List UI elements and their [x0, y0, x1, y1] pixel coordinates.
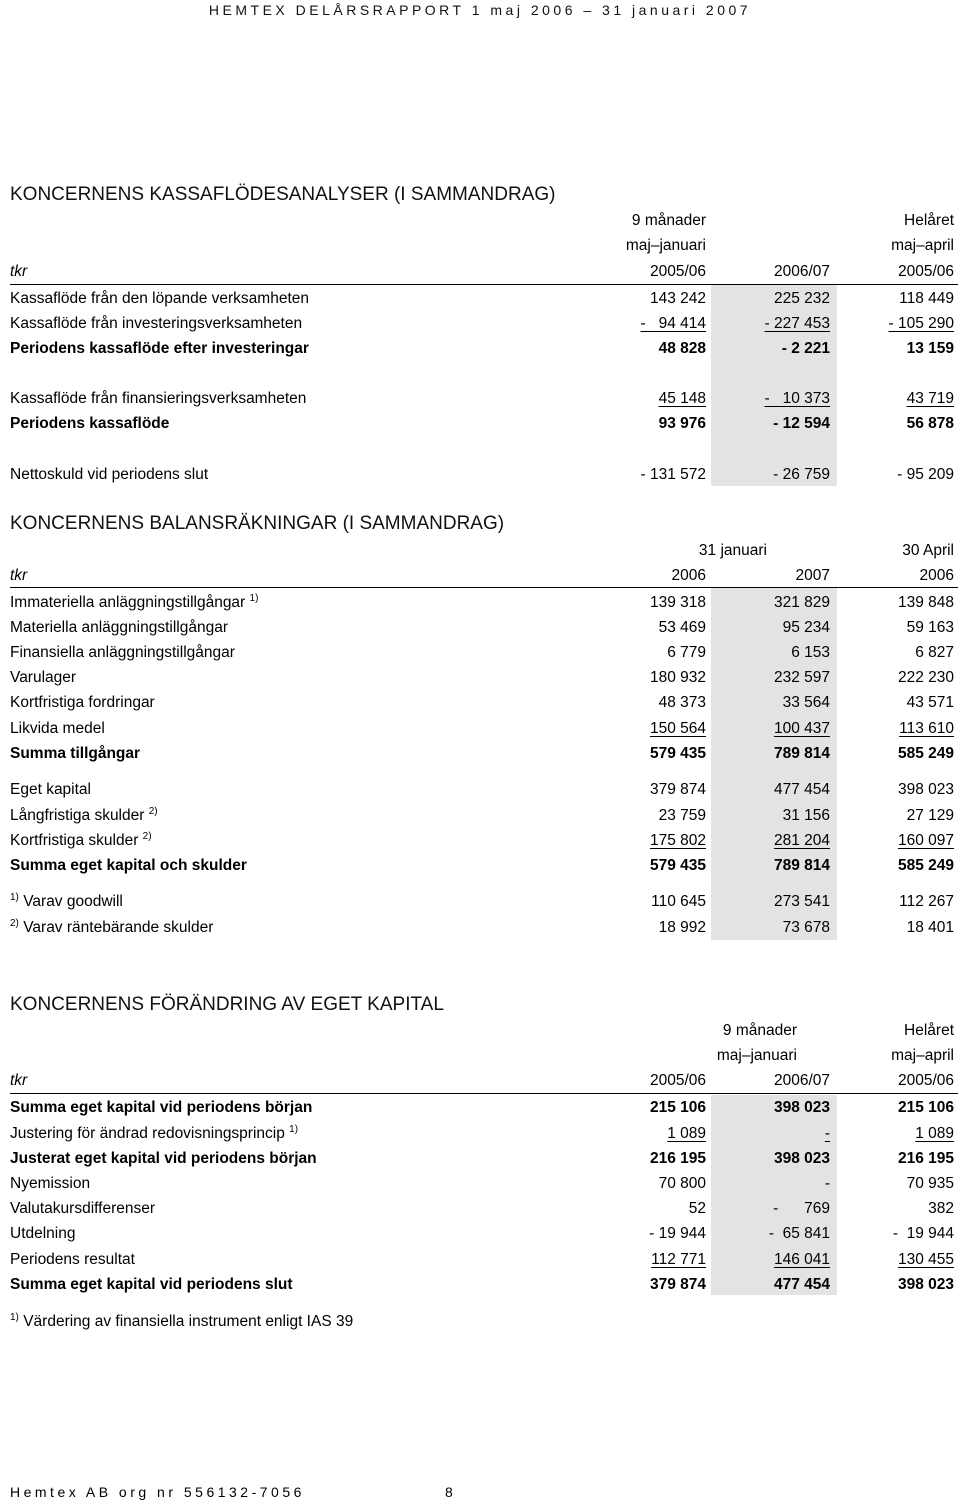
head-year-c3: 2005/06: [897, 263, 954, 280]
table-row: Justering för ändrad redovisningsprincip $^{1)}$ 1 089 - 1 089: [10, 1124, 954, 1142]
header-rule: [10, 587, 958, 588]
equity-head-months: [10, 1043, 955, 1068]
table-row: Varulager 180 932 232 597 222 230: [10, 669, 954, 686]
table-row: Utdelning - 19 944 - 65 841 - 19 944: [10, 1225, 954, 1242]
unit-label: tkr: [10, 1072, 28, 1089]
table-row: Periodens kassaflöde 93 976 - 12 594 56 878: [10, 415, 954, 432]
head-months-c3: maj–april: [891, 1047, 954, 1064]
table-row: Eget kapital 379 874 477 454 398 023: [10, 781, 954, 798]
table-row: Materiella anläggningstillgångar 53 469 95 234 59 163: [10, 619, 954, 636]
head-year-c3: 2005/06: [897, 1072, 954, 1089]
page-number: 8: [445, 1484, 453, 1500]
footer-org: Hemtex AB org nr 556132-7056: [10, 1484, 305, 1500]
header-rule: [10, 1093, 958, 1094]
head-period-c1: 9 månader: [631, 212, 706, 229]
cashflow-title: KONCERNENS KASSAFLÖDESANALYSER (I SAMMANDRAG): [10, 184, 556, 205]
balance-head-period: [10, 538, 955, 563]
table-row: Justerat eget kapital vid periodens början 216 195 398 023 216 195: [10, 1150, 954, 1167]
head-months-c3: maj–april: [891, 237, 954, 254]
footnote: $^{1)}$ Värdering av finansiella instrument enligt IAS 39: [10, 1312, 354, 1330]
head-year-c1: 2005/06: [649, 1072, 706, 1089]
cashflow-head-period: [10, 208, 955, 233]
report-header: HEMTEX DELÅRSRAPPORT 1 maj 2006 – 31 januari 2007: [208, 2, 752, 18]
table-row: Summa tillgångar 579 435 789 814 585 249: [10, 745, 954, 762]
head-year-c1: 2005/06: [649, 263, 706, 280]
head-months-c1: maj–januari: [716, 1047, 797, 1064]
head-period-c1: 9 månader: [722, 1022, 797, 1039]
balance-title: KONCERNENS BALANSRÄKNINGAR (I SAMMANDRAG): [10, 513, 505, 534]
unit-label: tkr: [10, 263, 28, 280]
head-period-c3: 30 April: [902, 542, 954, 559]
equity-title: KONCERNENS FÖRÄNDRING AV EGET KAPITAL: [10, 994, 444, 1015]
unit-label: tkr: [10, 567, 28, 584]
header-rule: [10, 284, 958, 285]
table-row: Summa eget kapital vid periodens början 215 106 398 023 215 106: [10, 1099, 954, 1116]
table-row: $^{1)}$ Varav goodwill 110 645 273 541 112 267: [10, 892, 954, 910]
table-row: Kassaflöde från den löpande verksamheten 143 242 225 232 118 449: [10, 290, 954, 307]
head-year-c2: 2007: [795, 567, 830, 584]
head-period-c1: 31 januari: [698, 542, 767, 559]
table-row: Valutakursdifferenser 52 - 769 382: [10, 1200, 954, 1217]
table-row: Kortfristiga skulder $^{2)}$ 175 802 281 204 160 097: [10, 831, 954, 849]
table-row: Likvida medel 150 564 100 437 113 610: [10, 720, 954, 737]
table-row: Kassaflöde från investeringsverksamheten - 94 414 - 227 453 - 105 290: [10, 315, 954, 332]
head-year-c1: 2006: [671, 567, 706, 584]
table-row: Periodens kassaflöde efter investeringar 48 828 - 2 221 13 159: [10, 340, 954, 357]
table-row: Nyemission 70 800 - 70 935: [10, 1175, 954, 1192]
equity-head-period: [10, 1018, 955, 1043]
head-year-c3: 2006: [919, 567, 954, 584]
head-period-c3: Helåret: [904, 212, 954, 229]
table-row: Periodens resultat 112 771 146 041 130 455: [10, 1251, 954, 1268]
head-year-c2: 2006/07: [773, 1072, 830, 1089]
table-row: Kortfristiga fordringar 48 373 33 564 43 571: [10, 694, 954, 711]
head-months-c1: maj–januari: [625, 237, 706, 254]
table-row: Summa eget kapital vid periodens slut 379 874 477 454 398 023: [10, 1276, 954, 1293]
table-row: Kassaflöde från finansieringsverksamheten 45 148 - 10 373 43 719: [10, 390, 954, 407]
balance-head-years: [10, 563, 955, 588]
table-row: Nettoskuld vid periodens slut - 131 572 - 26 759 - 95 209: [10, 466, 954, 483]
head-period-c3: Helåret: [904, 1022, 954, 1039]
table-row: Immateriella anläggningstillgångar $^{1)}$ 139 318 321 829 139 848: [10, 593, 954, 611]
table-row: $^{2)}$ Varav räntebärande skulder 18 992 73 678 18 401: [10, 918, 954, 936]
cashflow-head-years: [10, 259, 955, 284]
head-year-c2: 2006/07: [773, 263, 830, 280]
table-row: Summa eget kapital och skulder 579 435 789 814 585 249: [10, 857, 954, 874]
cashflow-head-months: [10, 233, 955, 258]
equity-head-years: [10, 1068, 955, 1093]
table-row: Finansiella anläggningstillgångar 6 779 6 153 6 827: [10, 644, 954, 661]
table-row: Långfristiga skulder $^{2)}$ 23 759 31 156 27 129: [10, 806, 954, 824]
